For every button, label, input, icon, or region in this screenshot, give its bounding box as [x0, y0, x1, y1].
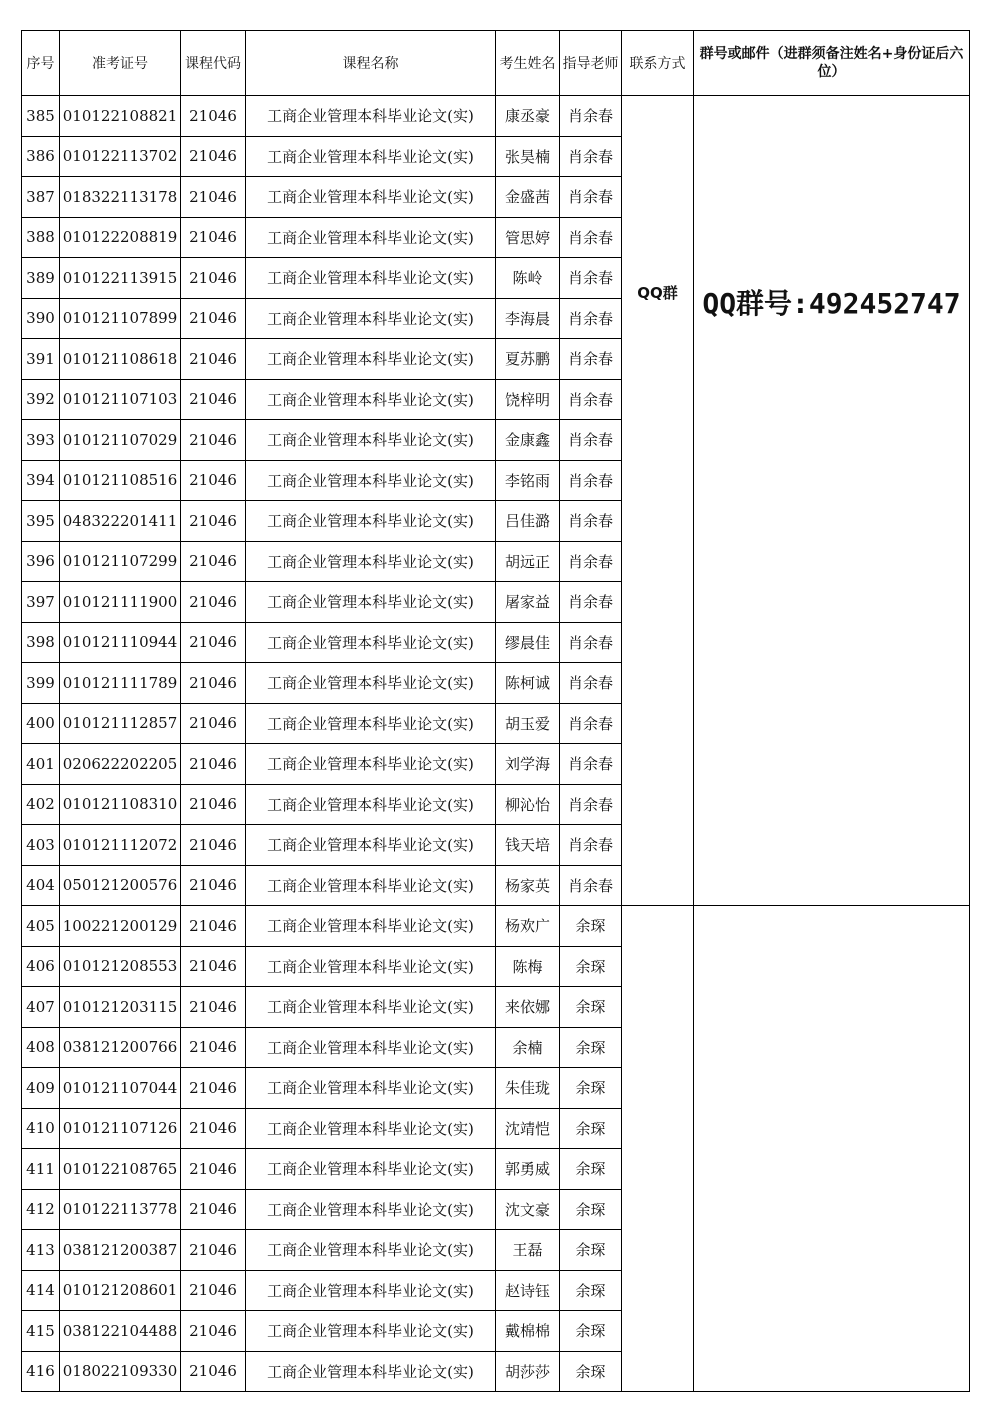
cell-advisor: 余琛	[560, 906, 622, 947]
cell-advisor: 肖余春	[560, 501, 622, 542]
cell-student-name: 胡远正	[496, 541, 560, 582]
cell-advisor: 余琛	[560, 946, 622, 987]
cell-course-name: 工商企业管理本科毕业论文(实)	[246, 298, 496, 339]
cell-seq: 400	[22, 703, 60, 744]
cell-course-name: 工商企业管理本科毕业论文(实)	[246, 420, 496, 461]
table-row	[22, 96, 970, 137]
cell-advisor: 肖余春	[560, 177, 622, 218]
cell-advisor: 肖余春	[560, 258, 622, 299]
cell-exam-id: 038121200387	[60, 1230, 181, 1271]
cell-student-name: 饶梓明	[496, 379, 560, 420]
header-row	[22, 31, 970, 96]
cell-exam-id: 018322113178	[60, 177, 181, 218]
cell-course-name: 工商企业管理本科毕业论文(实)	[246, 1068, 496, 1109]
cell-advisor: 肖余春	[560, 379, 622, 420]
cell-seq: 398	[22, 622, 60, 663]
cell-advisor: 肖余春	[560, 420, 622, 461]
cell-course-name: 工商企业管理本科毕业论文(实)	[246, 96, 496, 137]
cell-course-name: 工商企业管理本科毕业论文(实)	[246, 744, 496, 785]
cell-exam-id: 010121108310	[60, 784, 181, 825]
cell-exam-id: 038122104488	[60, 1311, 181, 1352]
cell-advisor: 余琛	[560, 1027, 622, 1068]
cell-seq: 393	[22, 420, 60, 461]
cell-course-code: 21046	[181, 663, 246, 704]
cell-advisor: 肖余春	[560, 460, 622, 501]
header-student-name: 考生姓名	[496, 31, 560, 96]
cell-student-name: 陈岭	[496, 258, 560, 299]
cell-advisor: 肖余春	[560, 541, 622, 582]
cell-seq: 390	[22, 298, 60, 339]
cell-exam-id: 010122108821	[60, 96, 181, 137]
group-number-cell	[694, 96, 970, 906]
table-body	[22, 96, 970, 1392]
cell-exam-id: 010121203115	[60, 987, 181, 1028]
cell-seq: 397	[22, 582, 60, 623]
cell-advisor: 肖余春	[560, 582, 622, 623]
cell-course-code: 21046	[181, 784, 246, 825]
cell-advisor: 肖余春	[560, 784, 622, 825]
cell-student-name: 夏苏鹏	[496, 339, 560, 380]
group-number-cell	[694, 906, 970, 1392]
cell-course-code: 21046	[181, 865, 246, 906]
cell-student-name: 康丞豪	[496, 96, 560, 137]
cell-course-code: 21046	[181, 177, 246, 218]
cell-seq: 406	[22, 946, 60, 987]
cell-student-name: 赵诗钰	[496, 1270, 560, 1311]
cell-seq: 395	[22, 501, 60, 542]
cell-seq: 394	[22, 460, 60, 501]
cell-course-name: 工商企业管理本科毕业论文(实)	[246, 501, 496, 542]
cell-course-name: 工商企业管理本科毕业论文(实)	[246, 258, 496, 299]
cell-course-code: 21046	[181, 1351, 246, 1392]
cell-exam-id: 010121112857	[60, 703, 181, 744]
header-exam-id: 准考证号	[60, 31, 181, 96]
cell-course-code: 21046	[181, 582, 246, 623]
cell-exam-id: 010121107103	[60, 379, 181, 420]
cell-course-code: 21046	[181, 622, 246, 663]
cell-seq: 385	[22, 96, 60, 137]
cell-course-code: 21046	[181, 501, 246, 542]
cell-student-name: 胡玉爱	[496, 703, 560, 744]
cell-student-name: 金康鑫	[496, 420, 560, 461]
header-advisor: 指导老师	[560, 31, 622, 96]
cell-seq: 388	[22, 217, 60, 258]
cell-course-name: 工商企业管理本科毕业论文(实)	[246, 136, 496, 177]
header-course-code: 课程代码	[181, 31, 246, 96]
cell-exam-id: 010121208553	[60, 946, 181, 987]
cell-student-name: 杨欢广	[496, 906, 560, 947]
contact-method-cell	[622, 906, 694, 1392]
table-row	[22, 906, 970, 947]
cell-course-name: 工商企业管理本科毕业论文(实)	[246, 1027, 496, 1068]
cell-course-code: 21046	[181, 1068, 246, 1109]
cell-exam-id: 010121108618	[60, 339, 181, 380]
cell-seq: 413	[22, 1230, 60, 1271]
header-group-or-email: 群号或邮件（进群须备注姓名+身份证后六位）	[694, 31, 970, 96]
cell-course-code: 21046	[181, 460, 246, 501]
cell-course-code: 21046	[181, 1270, 246, 1311]
cell-course-name: 工商企业管理本科毕业论文(实)	[246, 217, 496, 258]
cell-course-name: 工商企业管理本科毕业论文(实)	[246, 379, 496, 420]
cell-course-code: 21046	[181, 136, 246, 177]
header-course-name: 课程名称	[246, 31, 496, 96]
cell-course-name: 工商企业管理本科毕业论文(实)	[246, 663, 496, 704]
cell-course-code: 21046	[181, 1230, 246, 1271]
cell-course-name: 工商企业管理本科毕业论文(实)	[246, 622, 496, 663]
cell-seq: 404	[22, 865, 60, 906]
cell-course-name: 工商企业管理本科毕业论文(实)	[246, 946, 496, 987]
cell-course-code: 21046	[181, 906, 246, 947]
cell-student-name: 戴棉棉	[496, 1311, 560, 1352]
cell-seq: 415	[22, 1311, 60, 1352]
cell-student-name: 陈柯诚	[496, 663, 560, 704]
cell-course-name: 工商企业管理本科毕业论文(实)	[246, 1270, 496, 1311]
cell-student-name: 吕佳潞	[496, 501, 560, 542]
cell-course-code: 21046	[181, 744, 246, 785]
cell-course-name: 工商企业管理本科毕业论文(实)	[246, 1351, 496, 1392]
cell-course-name: 工商企业管理本科毕业论文(实)	[246, 1189, 496, 1230]
cell-student-name: 余楠	[496, 1027, 560, 1068]
cell-course-code: 21046	[181, 96, 246, 137]
cell-advisor: 肖余春	[560, 865, 622, 906]
cell-course-name: 工商企业管理本科毕业论文(实)	[246, 1311, 496, 1352]
student-advisor-table	[21, 30, 970, 1392]
qq-group-number: QQ群号:492452747	[702, 287, 961, 320]
cell-course-name: 工商企业管理本科毕业论文(实)	[246, 460, 496, 501]
cell-exam-id: 010122113778	[60, 1189, 181, 1230]
cell-course-code: 21046	[181, 258, 246, 299]
cell-student-name: 屠家益	[496, 582, 560, 623]
cell-seq: 416	[22, 1351, 60, 1392]
contact-method-cell	[622, 96, 694, 906]
cell-course-name: 工商企业管理本科毕业论文(实)	[246, 582, 496, 623]
cell-course-code: 21046	[181, 1311, 246, 1352]
cell-seq: 414	[22, 1270, 60, 1311]
cell-course-name: 工商企业管理本科毕业论文(实)	[246, 1230, 496, 1271]
cell-advisor: 余琛	[560, 1230, 622, 1271]
cell-advisor: 肖余春	[560, 298, 622, 339]
cell-exam-id: 020622202205	[60, 744, 181, 785]
cell-seq: 396	[22, 541, 60, 582]
cell-advisor: 肖余春	[560, 703, 622, 744]
cell-exam-id: 010122113915	[60, 258, 181, 299]
cell-seq: 409	[22, 1068, 60, 1109]
cell-seq: 387	[22, 177, 60, 218]
cell-course-name: 工商企业管理本科毕业论文(实)	[246, 825, 496, 866]
cell-exam-id: 010121112072	[60, 825, 181, 866]
cell-student-name: 柳沁怡	[496, 784, 560, 825]
cell-seq: 408	[22, 1027, 60, 1068]
cell-course-code: 21046	[181, 1149, 246, 1190]
cell-exam-id: 010121111900	[60, 582, 181, 623]
cell-exam-id: 100221200129	[60, 906, 181, 947]
cell-advisor: 余琛	[560, 1270, 622, 1311]
cell-course-name: 工商企业管理本科毕业论文(实)	[246, 1149, 496, 1190]
cell-exam-id: 050121200576	[60, 865, 181, 906]
cell-student-name: 沈文豪	[496, 1189, 560, 1230]
cell-course-name: 工商企业管理本科毕业论文(实)	[246, 865, 496, 906]
cell-course-code: 21046	[181, 298, 246, 339]
contact-method-text: QQ群	[637, 284, 678, 302]
cell-advisor: 肖余春	[560, 744, 622, 785]
cell-advisor: 余琛	[560, 1108, 622, 1149]
cell-student-name: 缪晨佳	[496, 622, 560, 663]
cell-course-name: 工商企业管理本科毕业论文(实)	[246, 1108, 496, 1149]
header-contact-method: 联系方式	[622, 31, 694, 96]
cell-exam-id: 010122108765	[60, 1149, 181, 1190]
cell-student-name: 刘学海	[496, 744, 560, 785]
cell-advisor: 余琛	[560, 1189, 622, 1230]
cell-course-name: 工商企业管理本科毕业论文(实)	[246, 784, 496, 825]
cell-advisor: 余琛	[560, 1149, 622, 1190]
cell-seq: 407	[22, 987, 60, 1028]
cell-student-name: 管思婷	[496, 217, 560, 258]
cell-exam-id: 010121107299	[60, 541, 181, 582]
cell-exam-id: 010122208819	[60, 217, 181, 258]
cell-course-code: 21046	[181, 1189, 246, 1230]
cell-seq: 386	[22, 136, 60, 177]
cell-exam-id: 010121107126	[60, 1108, 181, 1149]
cell-student-name: 胡莎莎	[496, 1351, 560, 1392]
cell-seq: 405	[22, 906, 60, 947]
cell-exam-id: 048322201411	[60, 501, 181, 542]
cell-exam-id: 010121110944	[60, 622, 181, 663]
cell-advisor: 肖余春	[560, 217, 622, 258]
cell-seq: 391	[22, 339, 60, 380]
cell-course-name: 工商企业管理本科毕业论文(实)	[246, 906, 496, 947]
cell-course-code: 21046	[181, 217, 246, 258]
cell-advisor: 肖余春	[560, 663, 622, 704]
cell-student-name: 来依娜	[496, 987, 560, 1028]
cell-seq: 411	[22, 1149, 60, 1190]
cell-exam-id: 010121107029	[60, 420, 181, 461]
cell-student-name: 杨家英	[496, 865, 560, 906]
cell-advisor: 余琛	[560, 1068, 622, 1109]
cell-student-name: 张昊楠	[496, 136, 560, 177]
cell-course-code: 21046	[181, 420, 246, 461]
cell-exam-id: 038121200766	[60, 1027, 181, 1068]
cell-seq: 392	[22, 379, 60, 420]
cell-exam-id: 010122113702	[60, 136, 181, 177]
header-seq: 序号	[22, 31, 60, 96]
cell-advisor: 余琛	[560, 1351, 622, 1392]
cell-course-name: 工商企业管理本科毕业论文(实)	[246, 987, 496, 1028]
cell-course-name: 工商企业管理本科毕业论文(实)	[246, 339, 496, 380]
cell-student-name: 郭勇威	[496, 1149, 560, 1190]
cell-student-name: 李海晨	[496, 298, 560, 339]
cell-course-code: 21046	[181, 1108, 246, 1149]
cell-student-name: 陈梅	[496, 946, 560, 987]
cell-seq: 403	[22, 825, 60, 866]
cell-exam-id: 010121107044	[60, 1068, 181, 1109]
cell-course-code: 21046	[181, 987, 246, 1028]
cell-exam-id: 018022109330	[60, 1351, 181, 1392]
cell-course-code: 21046	[181, 1027, 246, 1068]
cell-student-name: 钱天培	[496, 825, 560, 866]
cell-course-code: 21046	[181, 825, 246, 866]
cell-exam-id: 010121108516	[60, 460, 181, 501]
cell-exam-id: 010121111789	[60, 663, 181, 704]
cell-student-name: 李铭雨	[496, 460, 560, 501]
cell-student-name: 金盛茜	[496, 177, 560, 218]
cell-course-code: 21046	[181, 379, 246, 420]
cell-advisor: 肖余春	[560, 136, 622, 177]
cell-exam-id: 010121208601	[60, 1270, 181, 1311]
cell-advisor: 余琛	[560, 987, 622, 1028]
cell-seq: 399	[22, 663, 60, 704]
cell-advisor: 肖余春	[560, 96, 622, 137]
cell-seq: 412	[22, 1189, 60, 1230]
cell-seq: 402	[22, 784, 60, 825]
cell-course-code: 21046	[181, 541, 246, 582]
cell-course-name: 工商企业管理本科毕业论文(实)	[246, 541, 496, 582]
cell-advisor: 肖余春	[560, 622, 622, 663]
cell-course-code: 21046	[181, 946, 246, 987]
cell-advisor: 余琛	[560, 1311, 622, 1352]
cell-seq: 410	[22, 1108, 60, 1149]
cell-course-name: 工商企业管理本科毕业论文(实)	[246, 703, 496, 744]
cell-course-name: 工商企业管理本科毕业论文(实)	[246, 177, 496, 218]
cell-student-name: 沈靖恺	[496, 1108, 560, 1149]
cell-exam-id: 010121107899	[60, 298, 181, 339]
cell-course-code: 21046	[181, 703, 246, 744]
cell-advisor: 肖余春	[560, 825, 622, 866]
cell-seq: 401	[22, 744, 60, 785]
cell-student-name: 朱佳珑	[496, 1068, 560, 1109]
cell-student-name: 王磊	[496, 1230, 560, 1271]
cell-seq: 389	[22, 258, 60, 299]
cell-advisor: 肖余春	[560, 339, 622, 380]
cell-course-code: 21046	[181, 339, 246, 380]
